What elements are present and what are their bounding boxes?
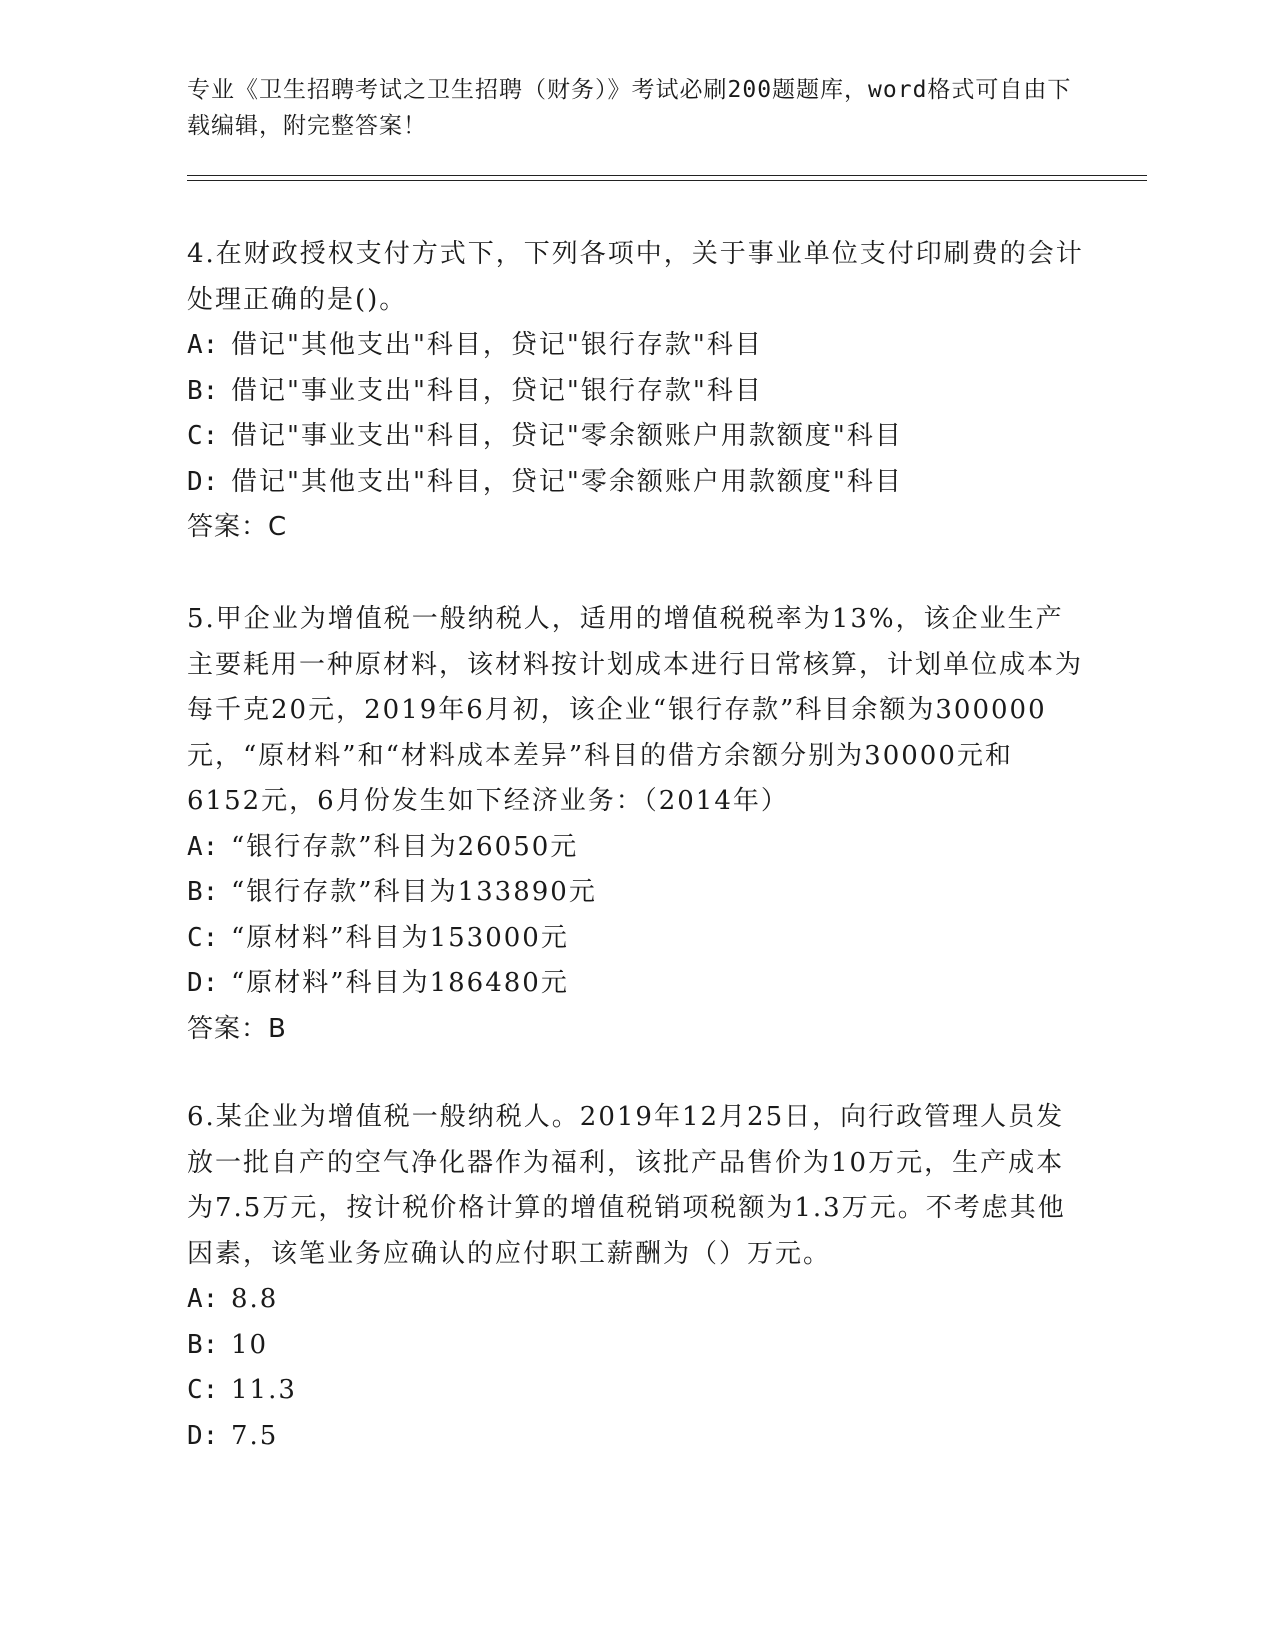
option-text: 11.3 xyxy=(231,1375,297,1405)
option-letter: B: xyxy=(187,877,219,907)
option-letter: D: xyxy=(187,466,219,497)
question-stem: 4.在财政授权支付方式下，下列各项中，关于事业单位支付印刷费的会计处理正确的是()。 xyxy=(187,239,1084,315)
option-letter: D: xyxy=(187,968,219,998)
answer-line: 答案：B xyxy=(187,1013,287,1044)
question-6 xyxy=(187,1095,1087,1459)
option-text: 8.8 xyxy=(231,1284,279,1314)
option-letter: B: xyxy=(187,1329,219,1360)
option-letter: A: xyxy=(187,831,219,862)
option-d xyxy=(187,961,1087,1007)
question-stem: 6.某企业为增值税一般纳税人。2019年12月25日，向行政管理人员发放一批自产的空气净化器作为福利，该批产品售价为10万元，生产成本为7.5万元，按计税价格计算的增值税销项税额为1.3万元。不考虑其他因素，该笔业务应确认的应付职工薪酬为（）万元。 xyxy=(187,1102,1066,1269)
option-text: 借记"事业支出"科目，贷记"零余额账户用款额度"科目 xyxy=(231,421,903,451)
header-divider-top xyxy=(187,175,1147,176)
option-letter: C: xyxy=(187,1375,219,1405)
option-letter: A: xyxy=(187,330,219,360)
option-b xyxy=(187,369,1087,415)
option-letter: D: xyxy=(187,1420,219,1451)
option-text: 7.5 xyxy=(231,1420,279,1451)
option-b xyxy=(187,1323,1087,1369)
option-text: “原材料”科目为153000元 xyxy=(231,922,569,953)
answer-line: 答案：C xyxy=(187,512,288,542)
option-letter: A: xyxy=(187,1284,219,1314)
option-letter: B: xyxy=(187,375,219,406)
option-c xyxy=(187,916,1087,962)
option-text: 借记"其他支出"科目，贷记"银行存款"科目 xyxy=(231,330,763,360)
option-text: 借记"事业支出"科目，贷记"银行存款"科目 xyxy=(231,375,763,406)
option-letter: C: xyxy=(187,421,219,451)
option-text: “原材料”科目为186480元 xyxy=(231,968,569,998)
question-4 xyxy=(187,232,1087,551)
option-a xyxy=(187,1277,1087,1323)
option-a xyxy=(187,825,1087,871)
option-letter: C: xyxy=(187,922,219,953)
option-d xyxy=(187,1414,1087,1460)
question-5 xyxy=(187,597,1087,1052)
question-stem: 5.甲企业为增值税一般纳税人，适用的增值税税率为13%，该企业生产主要耗用一种原材料，该材料按计划成本进行日常核算，计划单位成本为每千克20元，2019年6月初，该企业“银行存款”科目余额为300000元，“原材料”和“材料成本差异”科目的借方余额分别为30000元和6152元，6月份发生如下经济业务：（2014年） xyxy=(187,604,1084,816)
option-d xyxy=(187,460,1087,506)
option-c xyxy=(187,1368,1087,1414)
option-text: “银行存款”科目为133890元 xyxy=(231,877,597,907)
option-text: 10 xyxy=(231,1329,269,1360)
option-c xyxy=(187,414,1087,460)
option-text: 借记"其他支出"科目，贷记"零余额账户用款额度"科目 xyxy=(231,466,903,497)
option-text: “银行存款”科目为26050元 xyxy=(231,831,579,862)
header-divider-bottom xyxy=(187,180,1147,181)
option-a xyxy=(187,323,1087,369)
option-b xyxy=(187,870,1087,916)
document-header: 专业《卫生招聘考试之卫生招聘（财务）》考试必刷200题题库，word格式可自由下载编辑，附完整答案！ xyxy=(187,77,1072,139)
